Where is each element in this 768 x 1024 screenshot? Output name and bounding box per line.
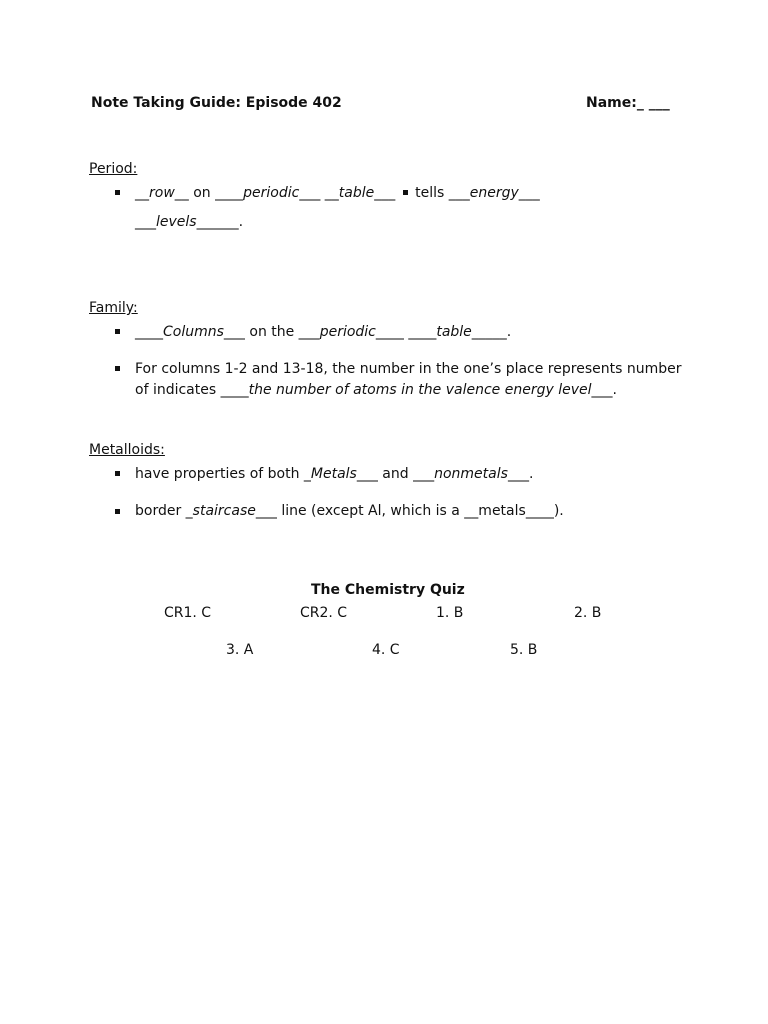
answer-text: table bbox=[338, 185, 375, 201]
quiz-answer: 4. C bbox=[372, 642, 400, 658]
bullet-marker bbox=[115, 190, 120, 195]
inline-bullet-marker bbox=[403, 190, 408, 195]
family-bullet-2-line-1: For columns 1-2 and 13-18, the number in the one’s place represents number bbox=[135, 361, 682, 377]
prompt-text: ___ __ bbox=[299, 185, 339, 201]
bullet-marker bbox=[115, 471, 120, 476]
answer-text: levels bbox=[156, 214, 197, 230]
answer-text: energy bbox=[469, 185, 519, 201]
quiz-answer: 5. B bbox=[510, 642, 538, 658]
quiz-answer: 2. B bbox=[574, 605, 602, 621]
answer-text: periodic bbox=[243, 185, 300, 201]
prompt-text: ___ bbox=[518, 185, 540, 201]
answer-text: Metals bbox=[310, 466, 357, 482]
answer-text: __ bbox=[135, 185, 149, 201]
prompt-text: on ____ bbox=[188, 185, 244, 201]
answer-text: nonmetals bbox=[434, 466, 508, 482]
prompt-text: of indicates ____ bbox=[135, 382, 249, 398]
prompt-text: ___ bbox=[135, 214, 156, 230]
prompt-text: ___ bbox=[374, 185, 400, 201]
prompt-text: ___ line (except Al, which is a __metals____). bbox=[255, 503, 564, 519]
period-line-1 bbox=[135, 185, 540, 201]
answer-text: __ bbox=[174, 185, 189, 201]
metalloids-heading: Metalloids: bbox=[89, 442, 165, 458]
name-field-label: Name:_ ___ bbox=[586, 95, 670, 111]
bullet-marker bbox=[115, 329, 120, 334]
quiz-answer: CR2. C bbox=[300, 605, 348, 621]
prompt-text: have properties of both _ bbox=[135, 466, 311, 482]
period-line-2 bbox=[135, 214, 243, 230]
family-heading: Family: bbox=[89, 300, 138, 316]
family-bullet-1 bbox=[135, 324, 511, 340]
quiz-title: The Chemistry Quiz bbox=[311, 582, 465, 598]
prompt-text: ___. bbox=[591, 382, 617, 398]
metalloids-bullet-1 bbox=[135, 466, 533, 482]
prompt-text: ____ bbox=[135, 324, 163, 340]
quiz-answer: CR1. C bbox=[164, 605, 212, 621]
quiz-answer: 3. A bbox=[226, 642, 254, 658]
quiz-answer: 1. B bbox=[436, 605, 464, 621]
prompt-text: ___ and ___ bbox=[356, 466, 435, 482]
metalloids-bullet-2 bbox=[135, 503, 564, 519]
prompt-text: ______. bbox=[196, 214, 244, 230]
prompt-text: ___ on the ___ bbox=[223, 324, 320, 340]
prompt-text: ___. bbox=[507, 466, 534, 482]
answer-text: periodic bbox=[319, 324, 376, 340]
prompt-text: tells ___ bbox=[410, 185, 470, 201]
prompt-text: border _ bbox=[135, 503, 193, 519]
document-title: Note Taking Guide: Episode 402 bbox=[91, 95, 342, 111]
family-bullet-2-line-2 bbox=[135, 382, 617, 398]
answer-text: the number of atoms in the valence energy level bbox=[248, 382, 592, 398]
answer-text: Columns bbox=[163, 324, 224, 340]
answer-text: table bbox=[436, 324, 472, 340]
answer-text: row bbox=[149, 185, 175, 201]
bullet-marker bbox=[115, 366, 120, 371]
prompt-text: _____. bbox=[471, 324, 512, 340]
prompt-text: ____ ____ bbox=[375, 324, 437, 340]
bullet-marker bbox=[115, 509, 120, 514]
answer-text: staircase bbox=[192, 503, 256, 519]
period-heading: Period: bbox=[89, 161, 138, 177]
